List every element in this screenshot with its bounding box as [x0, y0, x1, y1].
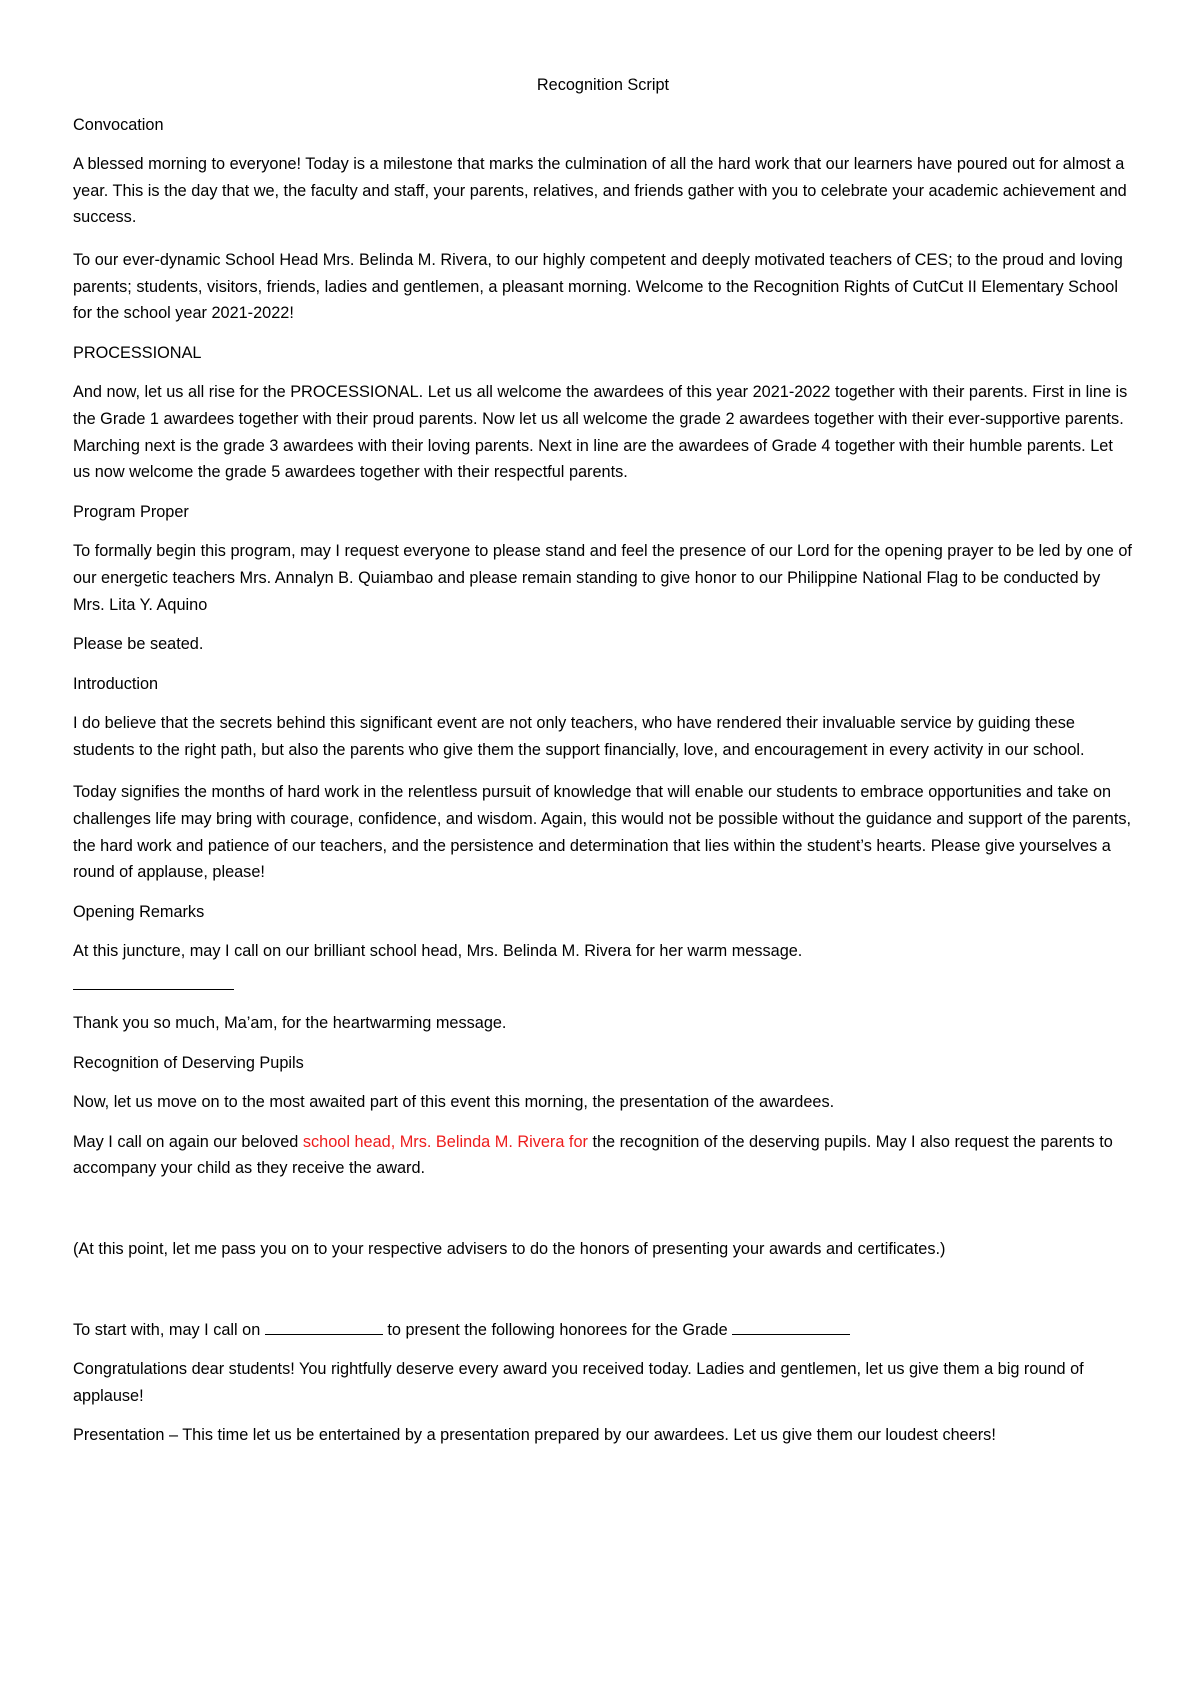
- signature-line: [73, 981, 1133, 1010]
- recognition-p2-after: the recognition of the deserving pupils. May I also request the parents to accompany your child as they receive the award.: [73, 1132, 1113, 1178]
- heading-opening-remarks: Opening Remarks: [73, 902, 205, 921]
- blank-adviser: [265, 1333, 383, 1335]
- document-page: [73, 72, 1133, 1465]
- convocation-paragraph-2: To our ever-dynamic School Head Mrs. Belinda M. Rivera, to our highly competent and deeply motivated teachers of CES; to the proud and loving parents; students, visitors, friends, ladies and gentlemen, a pleasant morning. Welcome to the Recognition Rights of CutCut II Elementary School for the school year 2021-2022!: [73, 250, 1123, 323]
- recognition-paragraph-6: Presentation – This time let us be entertained by a presentation prepared by our awardees. Let us give them our loudest cheers!: [73, 1426, 996, 1445]
- heading-processional: PROCESSIONAL: [73, 343, 202, 362]
- recognition-paragraph-5: Congratulations dear students! You rightfully deserve every award you received today. Ladies and gentlemen, let us give them a big round of applause!: [73, 1360, 1084, 1405]
- convocation-paragraph-1: A blessed morning to everyone! Today is a milestone that marks the culmination of all the hard work that our learners have poured out for almost a year. This is the day that we, the faculty and staff, your parents, relatives, and friends gather with you to celebrate your academic achievement and success.: [73, 155, 1127, 227]
- introduction-paragraph-1: I do believe that the secrets behind this significant event are not only teachers, who have rendered their invaluable service by guiding these students to the right path, but also the parents who give them the support financially, love, and encouragement in every activity in our school.: [73, 714, 1085, 759]
- recognition-p2-before: May I call on again our beloved: [73, 1132, 303, 1151]
- recognition-paragraph-4: [73, 1317, 1133, 1344]
- heading-introduction: Introduction: [73, 674, 159, 693]
- signature-rule: [73, 989, 234, 990]
- document-title: Recognition Script: [536, 76, 670, 94]
- opening-remarks-paragraph-1: At this juncture, may I call on our brilliant school head, Mrs. Belinda M. Rivera for her warm message.: [73, 942, 803, 961]
- opening-remarks-paragraph-2: Thank you so much, Ma’am, for the heartwarming message.: [73, 1014, 507, 1033]
- heading-convocation: Convocation: [73, 115, 164, 134]
- program-proper-paragraph-1: To formally begin this program, may I request everyone to please stand and feel the presence of our Lord for the opening prayer to be led by one of our energetic teachers Mrs. Annalyn B. Quiambao and please remain standing to give honor to our Philippine National Flag to be conducted by Mrs. Lita Y. Aquino: [73, 542, 1132, 614]
- program-proper-paragraph-2: Please be seated.: [73, 635, 204, 654]
- spacer: [73, 1198, 1133, 1236]
- introduction-paragraph-2: Today signifies the months of hard work in the relentless pursuit of knowledge that will enable our students to embrace opportunities and take on challenges life may bring with courage, confidence, and wisdom. Again, this would not be possible without the guidance and support of the parents, the hard work and patience of our teachers, and the persistence and determination that lies within the student’s hearts. Please give yourselves a round of applause, please!: [73, 783, 1132, 882]
- recognition-paragraph-1: Now, let us move on to the most awaited part of this event this morning, the presentation of the awardees.: [73, 1093, 835, 1112]
- heading-program-proper: Program Proper: [73, 502, 189, 521]
- heading-recognition: Recognition of Deserving Pupils: [73, 1053, 304, 1072]
- recognition-p4-b: to present the following honorees for the Grade: [382, 1320, 733, 1339]
- blank-grade: [732, 1333, 850, 1335]
- recognition-p2-highlight: school head, Mrs. Belinda M. Rivera for: [302, 1132, 588, 1151]
- processional-paragraph: And now, let us all rise for the PROCESSIONAL. Let us all welcome the awardees of this year 2021-2022 together with their parents. First in line is the Grade 1 awardees together with their proud parents. Now let us all welcome the grade 2 awardees together with their ever-supportive parents. Marching next is the grade 3 awardees with their loving parents. Next in line are the awardees of Grade 4 together with their humble parents. Let us now welcome the grade 5 awardees together with their respectful parents.: [73, 383, 1128, 482]
- recognition-paragraph-3: (At this point, let me pass you on to your respective advisers to do the honors of presenting your awards and certificates.): [73, 1240, 946, 1258]
- recognition-p4-a: To start with, may I call on: [73, 1320, 265, 1339]
- recognition-paragraph-2: [73, 1129, 1133, 1182]
- spacer: [73, 1279, 1133, 1317]
